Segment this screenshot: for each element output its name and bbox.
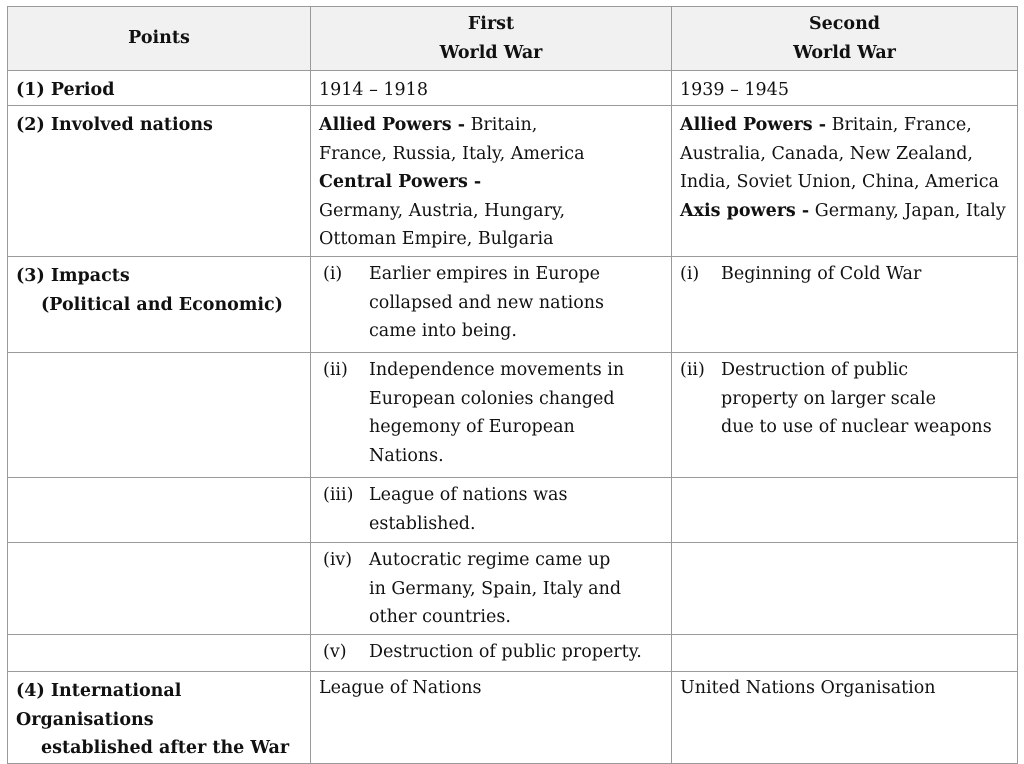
first-allied-label: Allied Powers - [319,115,465,135]
impact-first-4-line: in Germany, Spain, Italy and [369,578,622,599]
impacts-label-cell [8,257,311,353]
header-first-world-war [311,7,672,71]
period-second-cell [672,71,1018,106]
impact-second-1 [672,257,1017,289]
header-first-line2: World War [439,42,543,63]
organisations-row [8,672,1018,764]
organisations-label-cell [8,672,311,764]
impact-second-2 [672,353,1017,442]
impacts-row-5 [8,635,1018,672]
impact-first-2 [311,353,671,470]
impact-first-1-line: collapsed and new nations [369,292,605,313]
period-first: 1914 – 1918 [319,80,428,100]
first-central-label: Central Powers - [319,172,482,192]
nations-row [8,106,1018,257]
impacts-row-3 [8,478,1018,543]
organisations-first-cell [311,672,672,764]
empty-cell [8,478,311,543]
impact-second-1-num: (i) [680,264,700,284]
header-points: Points [8,7,311,71]
period-second: 1939 – 1945 [680,80,789,100]
impact-first-4-line: Autocratic regime came up [369,550,611,570]
empty-cell [672,635,1018,672]
comparison-table [7,6,1018,764]
impact-first-1-num: (i) [323,264,343,284]
impact-first-4 [311,543,671,632]
impact-first-5-line: Destruction of public property. [369,642,642,662]
impact-first-1 [311,257,671,346]
empty-cell [8,635,311,672]
impact-first-1-line: Earlier empires in Europe [369,264,601,284]
impact-first-3-cell [311,478,672,543]
period-label: (1) Period [16,80,115,100]
impact-second-2-line: property on larger scale [721,388,936,409]
second-axis-line1: Germany, Japan, Italy [814,200,1006,221]
first-allied-line2: France, Russia, Italy, America [319,143,585,164]
impact-second-1-cell [672,257,1018,353]
impact-first-2-num: (ii) [323,360,348,380]
organisations-second: United Nations Organisation [680,678,936,698]
first-central-line1: Germany, Austria, Hungary, [319,200,566,221]
organisations-label: (4) International Organisations [16,681,182,730]
organisations-second-cell [672,672,1018,764]
impact-first-4-cell [311,543,672,635]
nations-second-cell [672,106,1018,257]
header-second-world-war [672,7,1018,71]
organisations-sublabel: established after the War [41,738,290,758]
impact-first-5 [311,635,671,667]
empty-cell [672,543,1018,635]
period-row [8,71,1018,106]
impact-first-4-line: other countries. [369,607,511,627]
impact-first-2-cell [311,353,672,478]
impact-first-3-line: League of nations was [369,485,568,505]
first-allied-line1: Britain, [470,115,538,135]
impact-first-1-line: came into being. [369,321,517,341]
nations-label-cell [8,106,311,257]
empty-cell [8,353,311,478]
organisations-first: League of Nations [319,678,482,698]
second-allied-line2: Australia, Canada, New Zealand, [680,143,973,164]
empty-cell [672,478,1018,543]
impact-first-5-cell [311,635,672,672]
header-row [8,7,1018,71]
impact-first-3-num: (iii) [323,485,354,505]
second-allied-label: Allied Powers - [680,115,826,135]
impacts-sublabel: (Political and Economic) [41,294,283,315]
impact-first-2-line: European colonies changed [369,388,615,409]
impacts-label: (3) Impacts [16,266,130,286]
impact-first-4-num: (iv) [323,550,353,570]
nations-label: (2) Involved nations [16,115,213,135]
impact-second-2-line: due to use of nuclear weapons [721,417,992,437]
header-second-line2: World War [793,42,896,63]
impact-first-2-line: Nations. [369,445,444,466]
nations-first-cell [311,106,672,257]
impact-first-3-line: established. [369,513,476,534]
period-label-cell [8,71,311,106]
period-first-cell [311,71,672,106]
impact-first-2-line: hegemony of European [369,417,575,437]
first-central-line2: Ottoman Empire, Bulgaria [319,229,554,249]
header-first-line1: First [467,14,515,34]
impact-second-1-line: Beginning of Cold War [721,264,922,284]
impact-first-2-line: Independence movements in [369,360,625,380]
impacts-row-2 [8,353,1018,478]
impact-first-3 [311,478,671,538]
impact-second-2-num: (ii) [680,360,705,380]
impact-first-1-cell [311,257,672,353]
impact-first-5-num: (v) [323,642,347,662]
second-allied-line3: India, Soviet Union, China, America [680,172,999,192]
impact-second-2-cell [672,353,1018,478]
second-axis-label: Axis powers - [680,200,810,221]
second-allied-line1: Britain, France, [831,115,972,135]
empty-cell [8,543,311,635]
impacts-row-4 [8,543,1018,635]
impact-second-2-line: Destruction of public [721,360,909,380]
header-second-line1: Second [808,14,881,34]
impacts-row-1 [8,257,1018,353]
